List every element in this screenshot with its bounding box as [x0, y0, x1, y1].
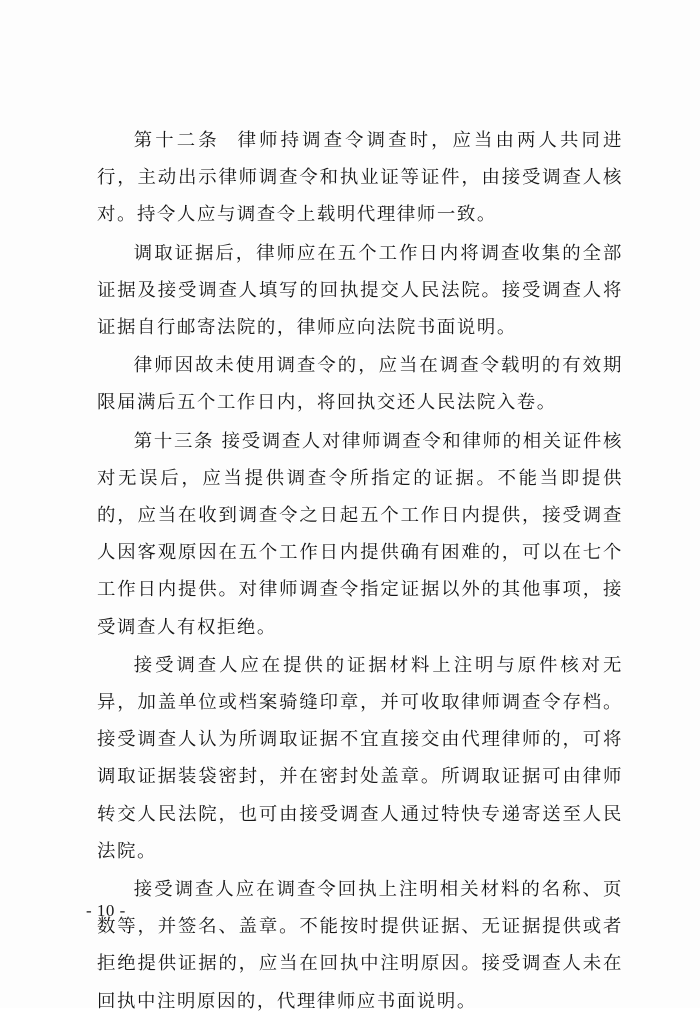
- paragraph-text: 接受调查人应在调查令回执上注明相关材料的名称、页数等，并签名、盖章。不能按时提供证据、无证据提供或者拒绝提供证据的，应当在回执中注明原因。接受调查人未在回执中注明原因的，代理律师应书面说明。: [97, 879, 623, 1012]
- paragraph-text: 接受调查人应在提供的证据材料上注明与原件核对无异，加盖单位或档案骑缝印章，并可收取律师调查令存档。接受调查人认为所调取证据不宜直接交由代理律师的，可将调取证据装袋密封，并在密封处盖章。所调取证据可由律师转交人民法院，也可由接受调查人通过特快专递寄送至人民法院。: [97, 654, 623, 862]
- paragraph-text: 律师持调查令调查时，应当由两人共同进行，主动出示律师调查令和执业证等证件，由接受调查人核对。持令人应与调查令上载明代理律师一致。: [97, 130, 623, 226]
- paragraph-evidence-submission: [97, 235, 623, 347]
- paragraph-article-13: [97, 423, 623, 646]
- page-number: - 10 -: [86, 901, 126, 920]
- paragraph-text: 调取证据后，律师应在五个工作日内将调查收集的全部证据及接受调查人填写的回执提交人民法院。接受调查人将证据自行邮寄法院的，律师应向法院书面说明。: [97, 242, 623, 339]
- paragraph-evidence-annotation: [97, 647, 623, 870]
- article-number: 第十三条: [133, 430, 215, 452]
- paragraph-text: 律师因故未使用调查令的，应当在调查令载明的有效期限届满后五个工作日内，将回执交还人民法院入卷。: [97, 355, 623, 414]
- paragraph-unused-order: [97, 347, 623, 421]
- document-body: [97, 122, 623, 1021]
- paragraph-text: 接受调查人对律师调查令和律师的相关证件核对无误后，应当提供调查令所指定的证据。不能当即提供的，应当在收到调查令之日起五个工作日内提供，接受调查人因客观原因在五个工作日内提供确有困难的，可以在七个工作日内提供。对律师调查令指定证据以外的其他事项，接受调查人有权拒绝。: [97, 430, 623, 638]
- paragraph-article-12: [97, 122, 623, 234]
- article-number: 第十二条: [133, 130, 220, 151]
- paragraph-receipt-notes: [97, 871, 623, 1020]
